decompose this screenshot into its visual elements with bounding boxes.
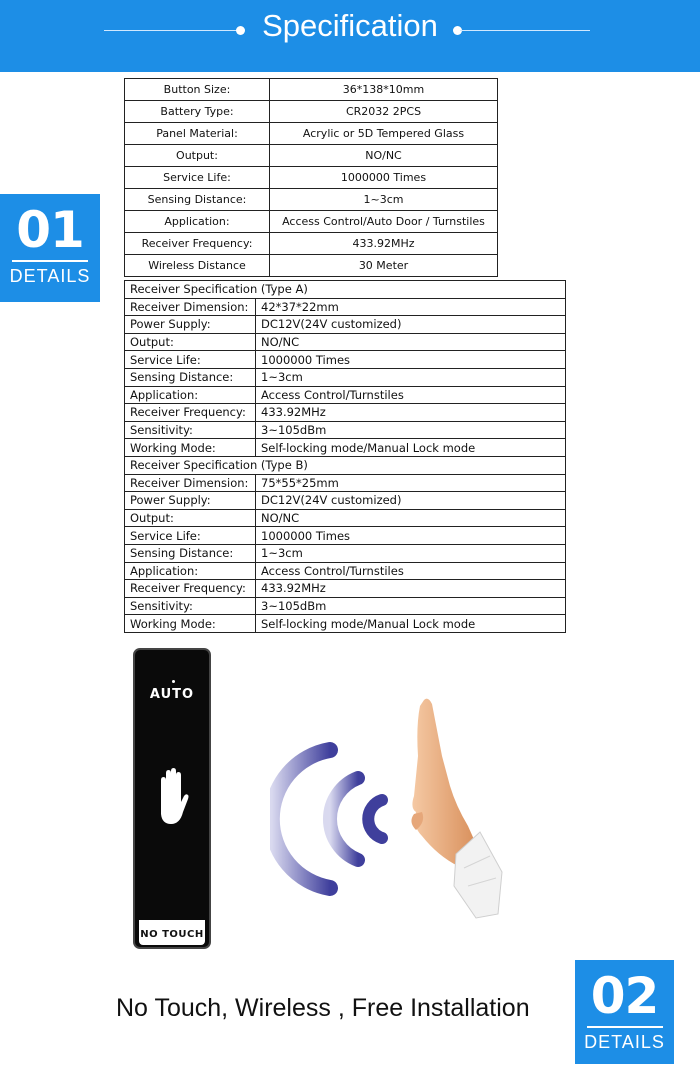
spec-label: Battery Type: xyxy=(125,101,270,123)
spec-label: Working Mode: xyxy=(125,439,256,457)
spec-value: Access Control/Auto Door / Turnstiles xyxy=(270,211,498,233)
banner-divider-right xyxy=(460,30,590,31)
spec-value: 433.92MHz xyxy=(256,404,566,422)
table-row xyxy=(125,492,566,510)
spec-value: 1000000 Times xyxy=(256,351,566,369)
table-row xyxy=(125,298,566,316)
raised-hand-icon xyxy=(398,696,508,921)
spec-label: Output: xyxy=(125,333,256,351)
receiver-b-header: Receiver Specification (Type B) xyxy=(125,456,566,474)
table-row xyxy=(125,580,566,598)
table-row xyxy=(125,368,566,386)
table-header-row xyxy=(125,456,566,474)
table-row xyxy=(125,101,498,123)
page-title: Specification xyxy=(262,8,438,43)
spec-label: Receiver Frequency: xyxy=(125,580,256,598)
spec-label: Button Size: xyxy=(125,79,270,101)
table-row xyxy=(125,79,498,101)
spec-label: Service Life: xyxy=(125,527,256,545)
details-badge-01 xyxy=(0,194,100,302)
spec-value: 1000000 Times xyxy=(256,527,566,545)
spec-label: Receiver Dimension: xyxy=(125,298,256,316)
spec-label: Sensing Distance: xyxy=(125,368,256,386)
spec-label: Application: xyxy=(125,562,256,580)
spec-label: Sensing Distance: xyxy=(125,544,256,562)
table-row xyxy=(125,145,498,167)
header-banner xyxy=(0,0,700,72)
touchless-button-image xyxy=(133,648,211,949)
table-row xyxy=(125,404,566,422)
spec-value: Acrylic or 5D Tempered Glass xyxy=(270,123,498,145)
spec-label: Working Mode: xyxy=(125,615,256,633)
spec-value: 75*55*25mm xyxy=(256,474,566,492)
spec-label: Output: xyxy=(125,509,256,527)
table-row xyxy=(125,562,566,580)
table-row xyxy=(125,597,566,615)
spec-label: Service Life: xyxy=(125,167,270,189)
spec-value: 30 Meter xyxy=(270,255,498,277)
spec-value: DC12V(24V customized) xyxy=(256,316,566,334)
spec-label: Receiver Frequency: xyxy=(125,233,270,255)
badge-divider xyxy=(12,260,88,262)
hand-icon xyxy=(155,768,189,830)
badge-label: DETAILS xyxy=(9,266,91,286)
receiver-spec-table xyxy=(124,280,566,633)
spec-label: Power Supply: xyxy=(125,492,256,510)
table-row xyxy=(125,351,566,369)
spec-value: Access Control/Turnstiles xyxy=(256,562,566,580)
spec-value: 42*37*22mm xyxy=(256,298,566,316)
table-row xyxy=(125,474,566,492)
spec-value: NO/NC xyxy=(256,333,566,351)
button-spec-table xyxy=(124,78,498,277)
spec-label: Sensitivity: xyxy=(125,597,256,615)
spec-value: Self-locking mode/Manual Lock mode xyxy=(256,439,566,457)
spec-value: 433.92MHz xyxy=(256,580,566,598)
receiver-a-header: Receiver Specification (Type A) xyxy=(125,281,566,299)
table-row xyxy=(125,189,498,211)
table-row xyxy=(125,123,498,145)
table-row xyxy=(125,615,566,633)
spec-value: NO/NC xyxy=(256,509,566,527)
spec-label: Sensitivity: xyxy=(125,421,256,439)
table-row xyxy=(125,439,566,457)
signal-waves-icon xyxy=(270,740,400,900)
spec-value: Access Control/Turnstiles xyxy=(256,386,566,404)
spec-label: Application: xyxy=(125,211,270,233)
table-row xyxy=(125,421,566,439)
table-row xyxy=(125,233,498,255)
feature-tagline: No Touch, Wireless , Free Installation xyxy=(116,994,530,1022)
table-row xyxy=(125,544,566,562)
spec-label: Sensing Distance: xyxy=(125,189,270,211)
spec-value: NO/NC xyxy=(270,145,498,167)
spec-label: Receiver Frequency: xyxy=(125,404,256,422)
badge-label: DETAILS xyxy=(584,1032,665,1052)
spec-label: Panel Material: xyxy=(125,123,270,145)
spec-value: 1~3cm xyxy=(270,189,498,211)
table-row xyxy=(125,527,566,545)
spec-value: 3~105dBm xyxy=(256,421,566,439)
table-row xyxy=(125,333,566,351)
spec-value: 1000000 Times xyxy=(270,167,498,189)
spec-label: Power Supply: xyxy=(125,316,256,334)
device-no-touch-label: NO TOUCH xyxy=(140,929,204,940)
spec-value: 36*138*10mm xyxy=(270,79,498,101)
spec-label: Output: xyxy=(125,145,270,167)
table-row xyxy=(125,211,498,233)
details-badge-02 xyxy=(575,960,674,1064)
spec-label: Receiver Dimension: xyxy=(125,474,256,492)
table-row xyxy=(125,255,498,277)
spec-value: 3~105dBm xyxy=(256,597,566,615)
spec-value: 1~3cm xyxy=(256,544,566,562)
badge-number: 01 xyxy=(16,201,84,259)
sensor-dot xyxy=(172,680,175,683)
table-row xyxy=(125,167,498,189)
table-row xyxy=(125,386,566,404)
spec-value: 433.92MHz xyxy=(270,233,498,255)
badge-number: 02 xyxy=(590,967,659,1025)
badge-divider xyxy=(587,1026,663,1028)
spec-value: CR2032 2PCS xyxy=(270,101,498,123)
device-auto-label: AUTO xyxy=(149,687,195,702)
spec-value: DC12V(24V customized) xyxy=(256,492,566,510)
spec-label: Application: xyxy=(125,386,256,404)
spec-value: Self-locking mode/Manual Lock mode xyxy=(256,615,566,633)
table-header-row xyxy=(125,281,566,299)
table-row xyxy=(125,316,566,334)
table-row xyxy=(125,509,566,527)
spec-label: Wireless Distance xyxy=(125,255,270,277)
spec-value: 1~3cm xyxy=(256,368,566,386)
spec-label: Service Life: xyxy=(125,351,256,369)
